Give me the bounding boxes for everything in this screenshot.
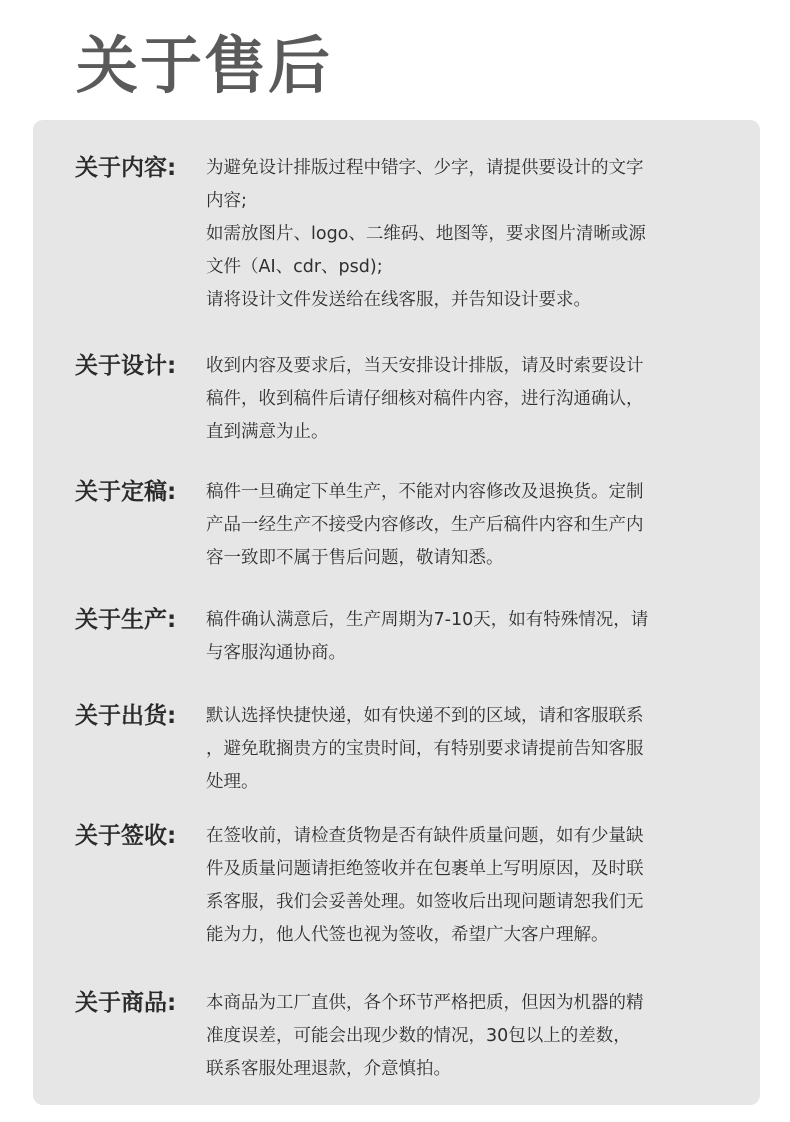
section-label: 关于签收:	[75, 823, 177, 849]
text-line: 与客服沟通协商。	[206, 643, 346, 663]
text-line: 联系客服处理退款，介意慎拍。	[206, 1059, 451, 1079]
text-line: 本商品为工厂直供，各个环节严格把质，但因为机器的精	[206, 993, 644, 1013]
text-line: 件及质量问题请拒绝签收并在包裹单上写明原因，及时联	[206, 859, 644, 879]
text-line: 默认选择快捷快递，如有快递不到的区域，请和客服联系	[206, 706, 644, 726]
text-line: 直到满意为止。	[206, 422, 329, 442]
text-line: 在签收前，请检查货物是否有缺件质量问题，如有少量缺	[206, 826, 644, 846]
text-line: 请将设计文件发送给在线客服，并告知设计要求。	[206, 290, 591, 310]
text-line: 文件（AI、cdr、psd);	[206, 257, 383, 277]
section-body	[206, 987, 716, 1086]
section-label: 关于内容:	[75, 155, 177, 181]
text-line: 能为力，他人代签也视为签收，希望广大客户理解。	[206, 925, 609, 945]
text-line: 稿件，收到稿件后请仔细核对稿件内容，进行沟通确认，	[206, 389, 644, 409]
text-line: 如需放图片、logo、二维码、地图等，要求图片清晰或源	[206, 224, 646, 244]
text-line: 收到内容及要求后，当天安排设计排版，请及时索要设计	[206, 356, 644, 376]
page-title: 关于售后	[76, 29, 333, 102]
section-label: 关于设计:	[75, 353, 177, 379]
text-line: 准度误差，可能会出现少数的情况，30包以上的差数，	[206, 1026, 631, 1046]
text-line: 稿件一旦确定下单生产，不能对内容修改及退换货。定制	[206, 482, 644, 502]
section-label: 关于商品:	[75, 990, 177, 1016]
text-line: ，避免耽搁贵方的宝贵时间，有特别要求请提前告知客服	[206, 739, 644, 759]
section-label: 关于生产:	[75, 607, 177, 633]
section-label: 关于出货:	[75, 703, 177, 729]
section-label: 关于定稿:	[75, 479, 177, 505]
text-line: 系客服，我们会妥善处理。如签收后出现问题请恕我们无	[206, 892, 644, 912]
section-body	[206, 476, 716, 575]
text-line: 产品一经生产不接受内容修改，生产后稿件内容和生产内	[206, 515, 644, 535]
section-body	[206, 820, 716, 952]
after-sales-panel	[33, 120, 760, 1105]
section-body	[206, 350, 716, 449]
text-line: 处理。	[206, 772, 259, 792]
text-line: 稿件确认满意后，生产周期为7-10天，如有特殊情况，请	[206, 610, 649, 630]
section-body	[206, 152, 716, 317]
text-line: 为避免设计排版过程中错字、少字，请提供要设计的文字	[206, 158, 644, 178]
section-body	[206, 700, 716, 799]
text-line: 内容;	[206, 191, 247, 211]
section-body	[206, 604, 716, 670]
text-line: 容一致即不属于售后问题，敬请知悉。	[206, 548, 504, 568]
